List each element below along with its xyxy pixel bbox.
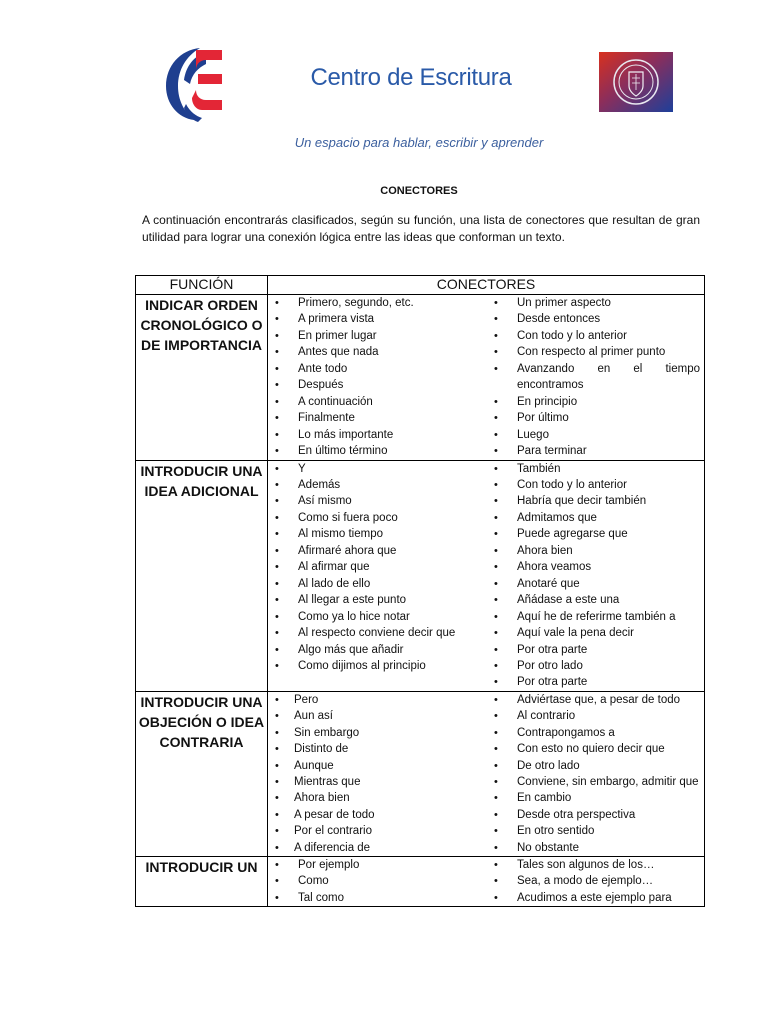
list-item: • Al contrario <box>486 708 704 724</box>
conectores-cell <box>268 691 705 856</box>
list-item: • No obstante <box>486 840 704 856</box>
connector-list-left <box>268 857 486 906</box>
list-item: • Al afirmar que <box>268 559 486 575</box>
list-item: • Primero, segundo, etc. <box>268 295 486 311</box>
list-item: • Al mismo tiempo <box>268 526 486 542</box>
crest-seal-icon <box>599 52 673 112</box>
list-item: • Como si fuera poco <box>268 510 486 526</box>
connector-list-left <box>268 692 486 856</box>
list-item: • En primer lugar <box>268 328 486 344</box>
table-row <box>136 856 705 906</box>
list-item: • Como <box>268 873 486 889</box>
list-item: • Por otra parte <box>486 642 704 658</box>
connector-list-right <box>486 692 704 856</box>
connector-list-right <box>486 295 704 460</box>
list-item: • Desde entonces <box>486 311 704 327</box>
list-item: • Antes que nada <box>268 344 486 360</box>
list-item: • Para terminar <box>486 443 704 459</box>
list-item: • Aun así <box>268 708 486 724</box>
conectores-cell <box>268 856 705 906</box>
list-item: • Y <box>268 461 486 477</box>
list-item: • Ahora bien <box>486 543 704 559</box>
list-item: • Mientras que <box>268 774 486 790</box>
header-funcion: FUNCIÓN <box>136 276 268 295</box>
conectores-cell <box>268 460 705 691</box>
connector-list-right <box>486 857 704 906</box>
list-item: • Luego <box>486 427 704 443</box>
list-item: • En otro sentido <box>486 823 704 839</box>
list-item: • Admitamos que <box>486 510 704 526</box>
funcion-cell: INDICAR ORDEN CRONOLÓGICO O DE IMPORTANCIA <box>136 295 268 461</box>
intro-paragraph: A continuación encontrarás clasificados, según su función, una lista de conectores que resultan de gran utilidad para lograr una conexión lógica entre las ideas que conforman un texto. <box>142 213 700 244</box>
list-item: • Puede agregarse que <box>486 526 704 542</box>
list-item: • Ahora bien <box>268 790 486 806</box>
list-item: • Adviértase que, a pesar de todo <box>486 692 704 708</box>
connector-list-right <box>486 461 704 691</box>
connector-list-left <box>268 461 486 691</box>
list-item: • Por otro lado <box>486 658 704 674</box>
table-row <box>136 691 705 856</box>
list-item: • Con todo y lo anterior <box>486 477 704 493</box>
list-item: • Aquí vale la pena decir <box>486 625 704 641</box>
list-item: • Al respecto conviene decir que <box>268 625 486 641</box>
connector-list-left <box>268 295 486 460</box>
list-item: • En último término <box>268 443 486 459</box>
funcion-cell: INTRODUCIR UNA OBJECIÓN O IDEA CONTRARIA <box>136 691 268 856</box>
page-title: Centro de Escritura <box>310 64 512 91</box>
conectores-cell <box>268 295 705 461</box>
list-item: • Aquí he de referirme también a <box>486 609 704 625</box>
list-item: • Sea, a modo de ejemplo… <box>486 873 704 889</box>
list-item: • Tales son algunos de los… <box>486 857 704 873</box>
list-item: • A primera vista <box>268 311 486 327</box>
list-item: • Finalmente <box>268 410 486 426</box>
list-item: • A continuación <box>268 394 486 410</box>
list-item: • Con esto no quiero decir que <box>486 741 704 757</box>
header-conectores: CONECTORES <box>268 276 705 295</box>
list-item: • Desde otra perspectiva <box>486 807 704 823</box>
list-item: • Avanzando en el tiempo <box>486 361 704 377</box>
list-item: • Por otra parte <box>486 674 704 690</box>
list-item: • Tal como <box>268 890 486 906</box>
funcion-cell: INTRODUCIR UNA IDEA ADICIONAL <box>136 460 268 691</box>
list-item: • Al lado de ello <box>268 576 486 592</box>
section-heading: CONECTORES <box>380 185 458 197</box>
list-item: • Por ejemplo <box>268 857 486 873</box>
list-item: • Por último <box>486 410 704 426</box>
table-header-row <box>136 276 705 295</box>
list-item: • Distinto de <box>268 741 486 757</box>
list-item: • A diferencia de <box>268 840 486 856</box>
connectors-table <box>135 275 705 907</box>
list-item: • De otro lado <box>486 758 704 774</box>
funcion-cell: INTRODUCIR UN <box>136 856 268 906</box>
list-item: • Conviene, sin embargo, admitir que <box>486 774 704 790</box>
subtitle: Un espacio para hablar, escribir y aprender <box>294 135 544 150</box>
list-item: • A pesar de todo <box>268 807 486 823</box>
list-item: • Además <box>268 477 486 493</box>
list-item: • Sin embargo <box>268 725 486 741</box>
table-row <box>136 295 705 461</box>
list-item: • Habría que decir también <box>486 493 704 509</box>
list-item: • Con todo y lo anterior <box>486 328 704 344</box>
list-item: • Afirmaré ahora que <box>268 543 486 559</box>
table-row <box>136 460 705 691</box>
list-item: • Con respecto al primer punto <box>486 344 704 360</box>
list-item: • También <box>486 461 704 477</box>
list-item: • Algo más que añadir <box>268 642 486 658</box>
list-item: • Añádase a este una <box>486 592 704 608</box>
list-item: • Lo más importante <box>268 427 486 443</box>
list-item: • Por el contrario <box>268 823 486 839</box>
list-item: • Como dijimos al principio <box>268 658 486 674</box>
list-item: • Un primer aspecto <box>486 295 704 311</box>
list-item: • Como ya lo hice notar <box>268 609 486 625</box>
list-item: • Después <box>268 377 486 393</box>
list-item: • Al llegar a este punto <box>268 592 486 608</box>
list-item-continuation: encontramos <box>517 379 584 392</box>
list-item: • Ante todo <box>268 361 486 377</box>
list-item: • Aunque <box>268 758 486 774</box>
list-item: • Contrapongamos a <box>486 725 704 741</box>
list-item: • En cambio <box>486 790 704 806</box>
list-item: • Así mismo <box>268 493 486 509</box>
list-item: • Anotaré que <box>486 576 704 592</box>
list-item: • Acudimos a este ejemplo para <box>486 890 704 906</box>
list-item: • Pero <box>268 692 486 708</box>
list-item: • En principio <box>486 394 704 410</box>
list-item: • Ahora veamos <box>486 559 704 575</box>
